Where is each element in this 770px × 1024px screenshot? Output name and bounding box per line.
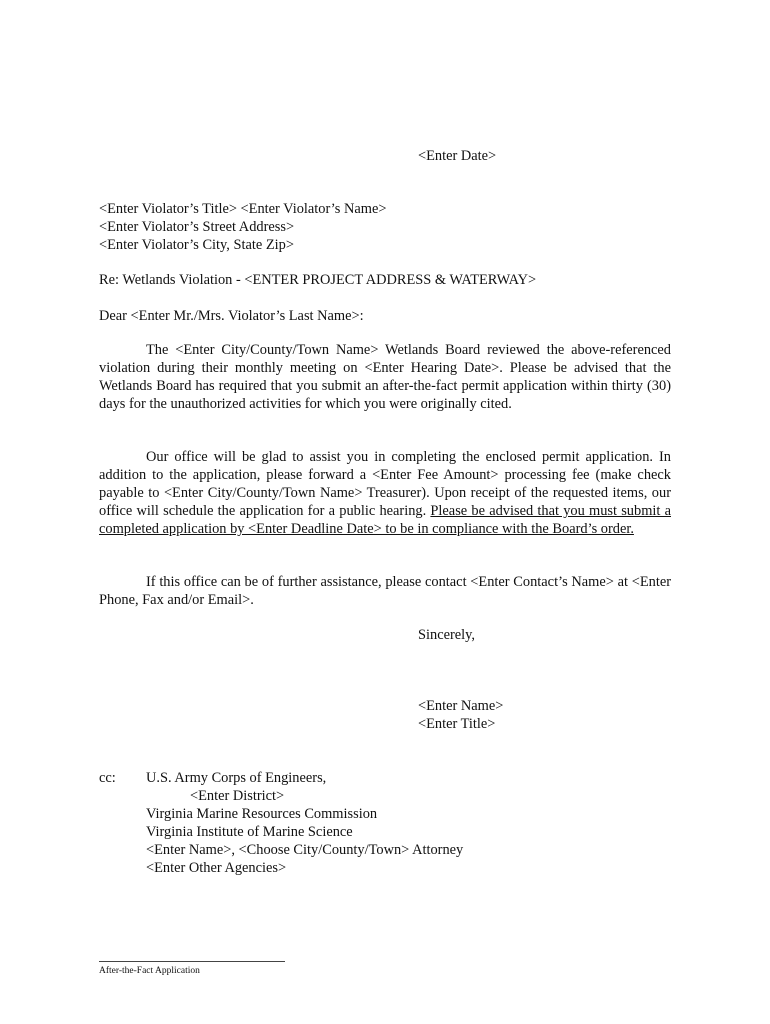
cc-item: <Enter Name>, <Choose City/County/Town> Attorney <box>146 842 464 858</box>
footer-divider <box>99 961 285 962</box>
cc-label: cc: <box>99 770 116 786</box>
paragraph-contact: If this office can be of further assistance, please contact <Enter Contact’s Name> at <Enter Phone, Fax and/or Email>. <box>99 574 671 608</box>
signer-name: <Enter Name> <box>418 698 504 714</box>
footer-text: After-the-Fact Application <box>99 966 200 976</box>
closing: Sincerely, <box>418 627 476 643</box>
cc-item: U.S. Army Corps of Engineers, <box>146 770 327 786</box>
recipient-name-line: <Enter Violator’s Title> <Enter Violator’s Name> <box>99 201 387 217</box>
paragraph-application-text: Our office will be glad to assist you in completing the enclosed permit application. In addition to the application, please forward a <Enter Fee Amount> processing fee (make check payable to <Enter City/County/Town Name> Treasurer). Upon receipt of the requested items, our office will schedule the application for a public hearing. <box>99 449 671 519</box>
cc-item: Virginia Marine Resources Commission <box>146 806 378 822</box>
cc-item: <Enter Other Agencies> <box>146 860 287 876</box>
salutation: Dear <Enter Mr./Mrs. Violator’s Last Name>: <box>99 308 364 324</box>
recipient-city-line: <Enter Violator’s City, State Zip> <box>99 237 294 253</box>
deadline-notice: Please be advised that you must submit a completed application by <Enter Deadline Date> to be in compliance with the Board’s order. <box>99 503 671 537</box>
letter-date: <Enter Date> <box>418 148 497 164</box>
cc-item: <Enter District> <box>190 788 285 804</box>
re-line: Re: Wetlands Violation - <ENTER PROJECT ADDRESS & WATERWAY> <box>99 272 537 288</box>
paragraph-hearing: The <Enter City/County/Town Name> Wetlands Board reviewed the above-referenced violation during their monthly meeting on <Enter Hearing Date>. Please be advised that the Wetlands Board has required that you submit an after-the-fact permit application within thirty (30) days for the unauthorized activities for which you were originally cited. <box>99 342 671 412</box>
paragraph-application <box>99 448 671 538</box>
signer-title: <Enter Title> <box>418 716 496 732</box>
recipient-street-line: <Enter Violator’s Street Address> <box>99 219 295 235</box>
cc-item: Virginia Institute of Marine Science <box>146 824 353 840</box>
